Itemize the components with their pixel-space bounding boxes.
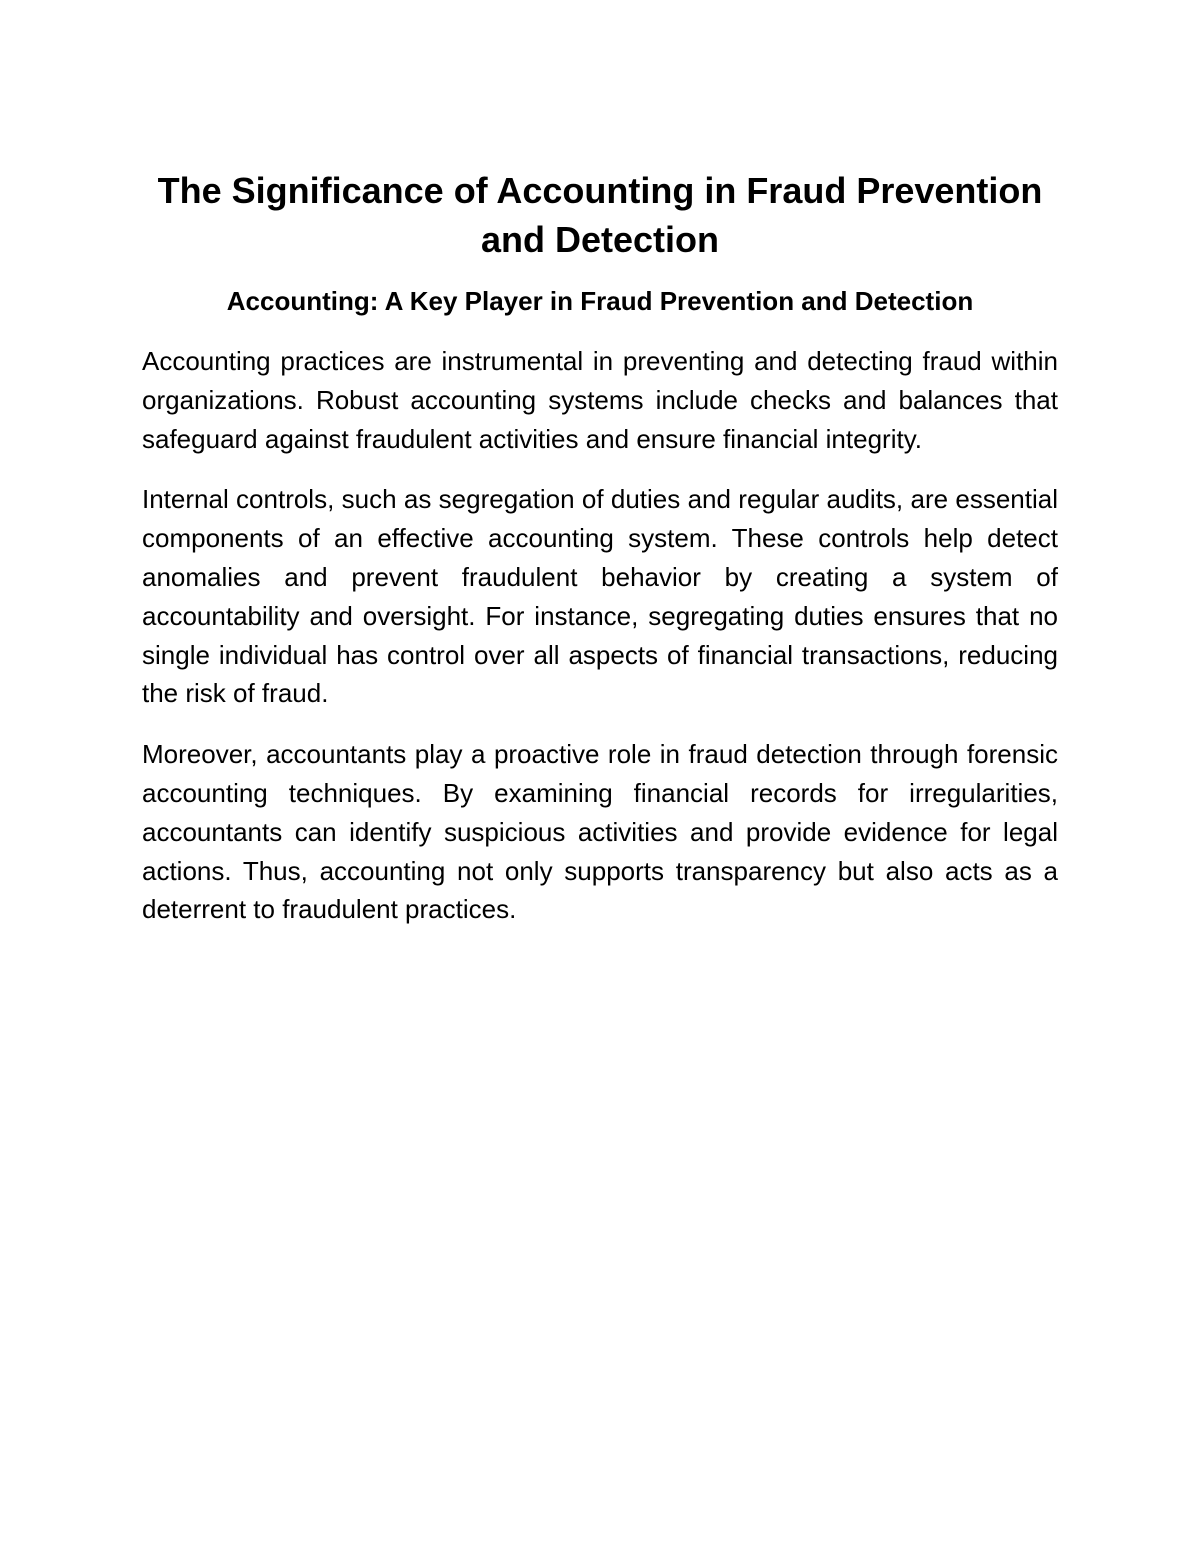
paragraph-intro: Accounting practices are instrumental in preventing and detecting fraud within organizations. Robust accounting systems include checks and balances that safeguard against fraudulent activities and ensure financial integrity.: [142, 346, 1058, 454]
paragraph-forensic-accounting: Moreover, accountants play a proactive role in fraud detection through forensic accounting techniques. By examining financial records for irregularities, accountants can identify suspicious activities and provide evidence for legal actions. Thus, accounting not only supports transparency but also acts as a deterrent to fraudulent practices.: [142, 739, 1058, 925]
document-content: [142, 166, 1058, 929]
document-title: The Significance of Accounting in Fraud Prevention and Detection: [157, 170, 1043, 260]
section-heading: Accounting: A Key Player in Fraud Prevention and Detection: [226, 286, 974, 316]
paragraph-internal-controls: Internal controls, such as segregation of duties and regular audits, are essential components of an effective accounting system. These controls help detect anomalies and prevent fraudulent behavior by creating a system of accountability and oversight. For instance, segregating duties ensures that no single individual has control over all aspects of financial transactions, reducing the risk of fraud.: [142, 484, 1058, 709]
